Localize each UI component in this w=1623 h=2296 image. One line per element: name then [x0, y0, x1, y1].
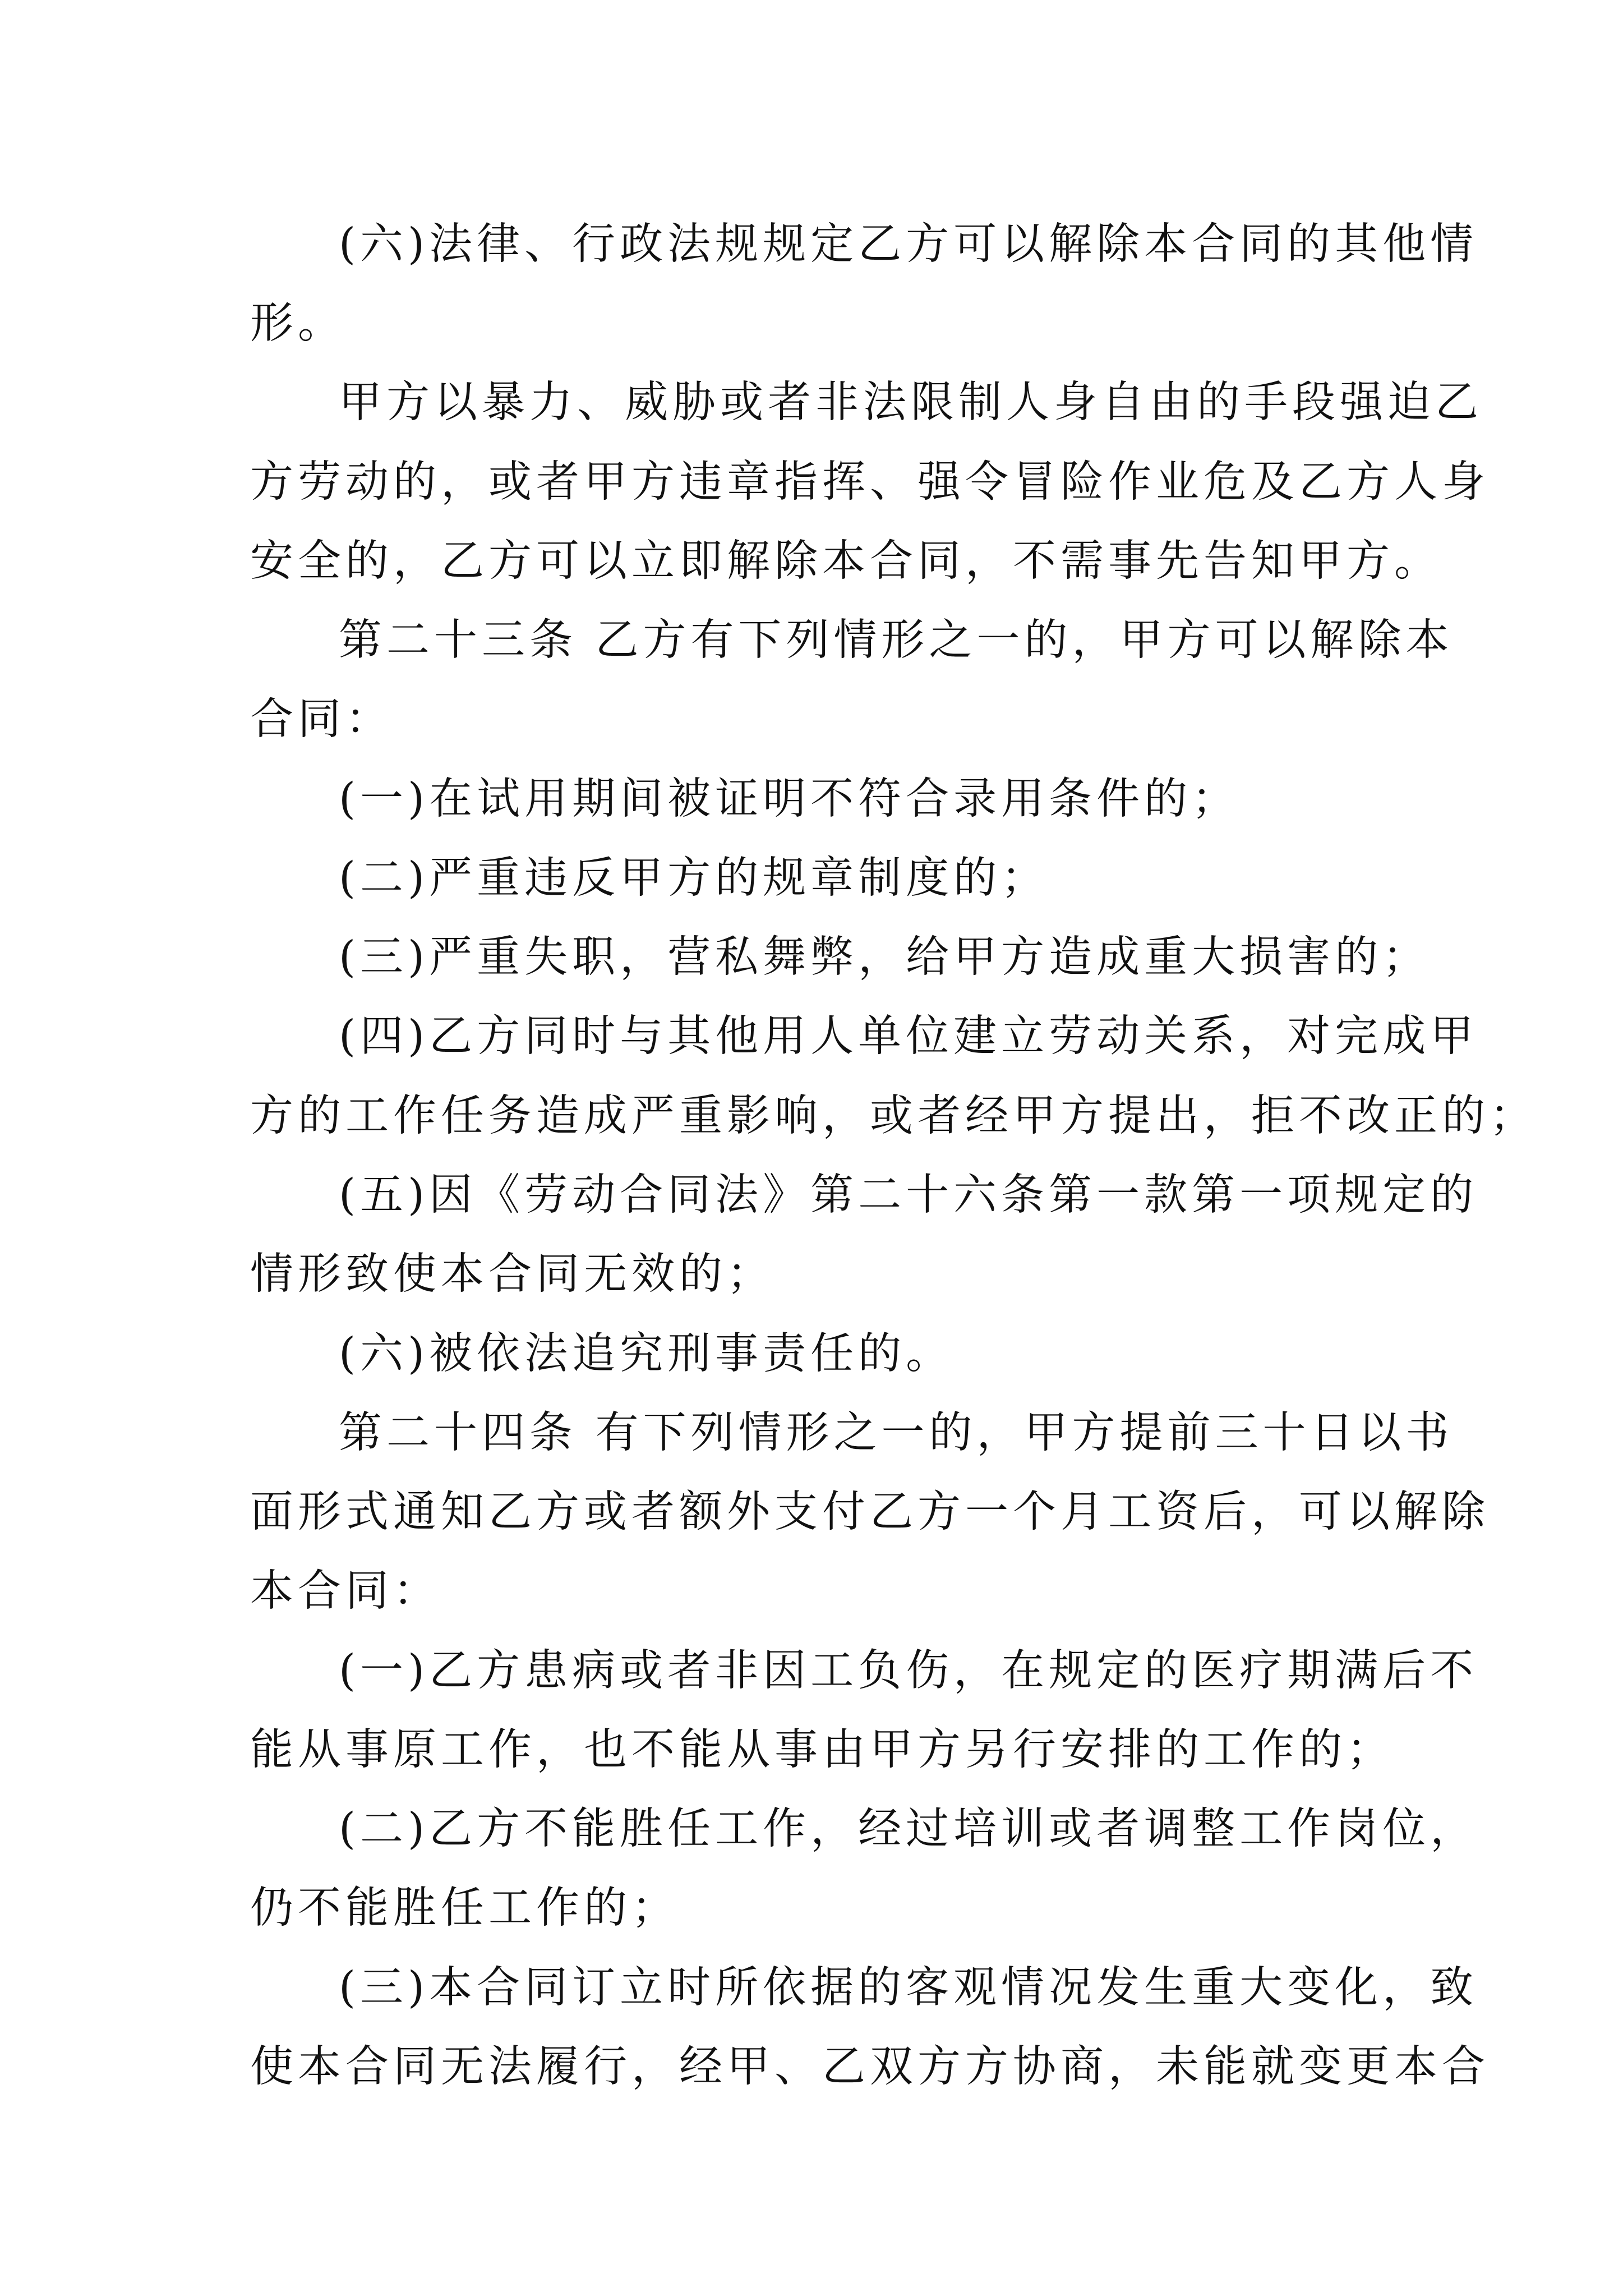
text-line: 方的工作任务造成严重影响，或者经甲方提出，拒不改正的；	[250, 1091, 1537, 1141]
text-line: 方劳动的，或者甲方违章指挥、强令冒险作业危及乙方人身	[250, 457, 1490, 507]
text-line: 甲方以暴力、威胁或者非法限制人身自由的手段强迫乙	[339, 378, 1483, 427]
text-line: 形。	[250, 298, 345, 348]
text-line: 合同：	[250, 694, 393, 744]
text-line: 仍不能胜任工作的；	[250, 1883, 679, 1933]
text-line: 能从事原工作，也不能从事由甲方另行安排的工作的；	[250, 1725, 1394, 1775]
text-line: 使本合同无法履行，经甲、乙双方方协商，未能就变更本合	[250, 2042, 1490, 2092]
list-item: (五)因《劳动合同法》第二十六条第一款第一项规定的	[339, 1170, 1478, 1220]
list-item: (三)本合同订立时所依据的客观情况发生重大变化，致	[339, 1963, 1478, 2013]
list-item: (一)在试用期间被证明不符合录用条件的；	[339, 774, 1240, 824]
article-heading: 第二十三条 乙方有下列情形之一的，甲方可以解除本	[339, 615, 1454, 665]
list-item: (四)乙方同时与其他用人单位建立劳动关系，对完成甲	[339, 1011, 1478, 1061]
text-line: 本合同：	[250, 1566, 441, 1616]
text-line: 面形式通知乙方或者额外支付乙方一个月工资后，可以解除	[250, 1487, 1490, 1537]
list-item: (三)严重失职，营私舞弊，给甲方造成重大损害的；	[339, 932, 1431, 982]
list-item: (二)严重违反甲方的规章制度的；	[339, 853, 1049, 903]
article-heading: 第二十四条 有下列情形之一的，甲方提前三十日以书	[339, 1408, 1454, 1458]
list-item: (二)乙方不能胜任工作，经过培训或者调整工作岗位，	[339, 1804, 1478, 1854]
text-line: 安全的，乙方可以立即解除本合同，不需事先告知甲方。	[250, 536, 1442, 586]
text-line: 情形致使本合同无效的；	[250, 1249, 774, 1299]
text-line: (六)法律、行政法规规定乙方可以解除本合同的其他情	[339, 219, 1478, 269]
list-item: (一)乙方患病或者非因工负伤，在规定的医疗期满后不	[339, 1646, 1478, 1696]
list-item: (六)被依法追究刑事责任的。	[339, 1329, 954, 1379]
